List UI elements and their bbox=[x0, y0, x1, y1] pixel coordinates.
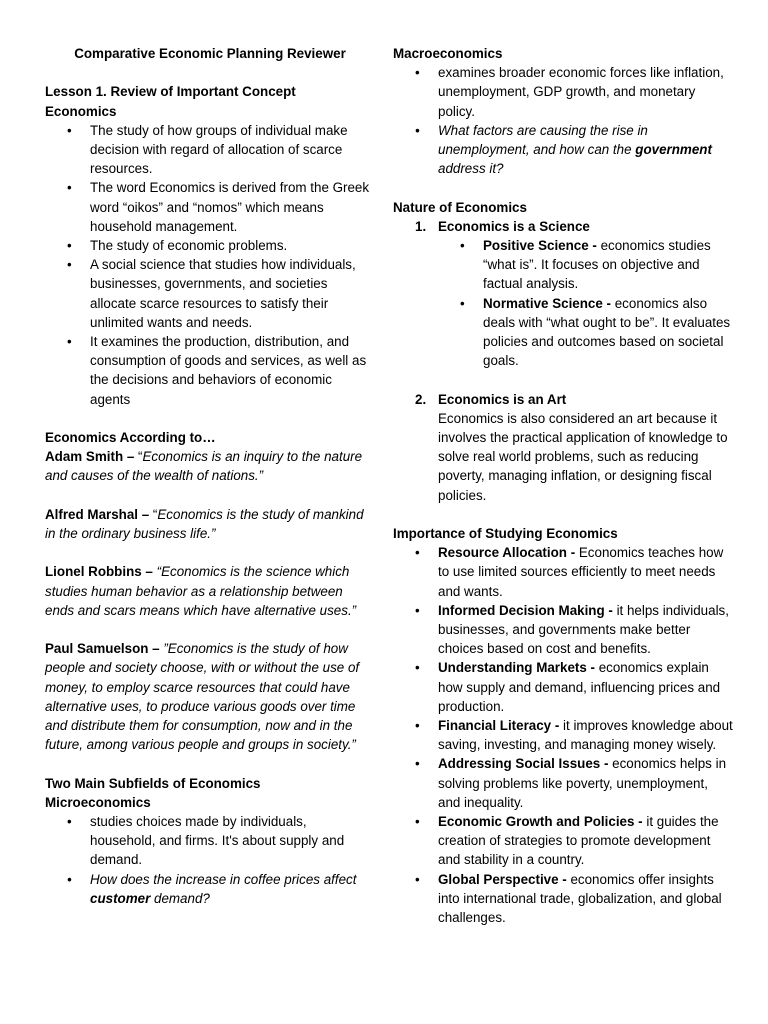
numbered-item-science bbox=[393, 217, 733, 390]
list-item: • The study of economic problems. bbox=[45, 236, 375, 255]
list-item: • studies choices made by individuals, household, and firms. It's about supply and demand. bbox=[45, 812, 375, 870]
macro-bullet-list bbox=[393, 63, 733, 178]
term: Positive Science - bbox=[483, 238, 597, 254]
list-item bbox=[438, 294, 733, 371]
list-item bbox=[393, 658, 733, 716]
term-description: it helps individuals, businesses, and governments make better choices based on cost and benefits. bbox=[438, 602, 729, 657]
subfields-heading: Two Main Subfields of Economics bbox=[45, 775, 261, 791]
list-item: • examines broader economic forces like inflation, unemployment, GDP growth, and monetary policy. bbox=[393, 63, 733, 121]
micro-heading: Microeconomics bbox=[45, 794, 151, 810]
term-description: economics also deals with “what ought to be”. It evaluates policies and outcomes based on societal goals. bbox=[483, 295, 731, 369]
term: Economic Growth and Policies - bbox=[438, 814, 643, 830]
item-number: 2. bbox=[415, 391, 427, 407]
list-item: • The study of how groups of individual make decision with regard of allocation of scarce resources. bbox=[45, 121, 375, 179]
item-number: 1. bbox=[415, 218, 427, 234]
list-item bbox=[393, 601, 733, 659]
definition-quote: Economics is the study of mankind in the ordinary business life.” bbox=[45, 506, 364, 542]
spacer bbox=[393, 505, 733, 524]
term-description: economics studies “what is”. It focuses on objective and factual analysis. bbox=[483, 238, 711, 292]
term: Global Perspective - bbox=[438, 871, 567, 887]
micro-bullet-list bbox=[45, 812, 375, 908]
economics-heading: Economics bbox=[45, 103, 117, 119]
question-emphasis: customer bbox=[90, 890, 151, 906]
author-name: Lionel Robbins – bbox=[45, 564, 153, 580]
list-item bbox=[393, 812, 733, 870]
term-description: economics explain how supply and demand, influencing prices and production. bbox=[438, 660, 721, 714]
importance-heading: Importance of Studying Economics bbox=[393, 526, 618, 542]
term-description: economics offer insights into international trade, globalization, and global challenges. bbox=[438, 871, 722, 926]
term-description: it guides the creation of strategies to promote development and stability in a country. bbox=[438, 814, 719, 868]
right-column bbox=[393, 44, 733, 927]
list-item-question bbox=[45, 870, 375, 908]
term: Understanding Markets - bbox=[438, 660, 595, 676]
list-item: • It examines the production, distribution, and consumption of goods and services, as well as the decisions and behaviors of economic agents bbox=[45, 332, 375, 409]
definition-quote: “Economics is the science which studies human behavior as a relationship between ends and scars means which have alternative uses.” bbox=[45, 564, 357, 618]
definition-quote: ”Economics is the study of how people and society choose, with or without the use of money, to employ scarce resources that could have alternative uses, to produce various goods over time and distribute them for consumption, now and in the future, among various people and groups in society.” bbox=[45, 641, 360, 753]
according-heading: Economics According to… bbox=[45, 430, 216, 446]
question-text: What factors are causing the rise in unemployment, and how can the bbox=[438, 122, 648, 158]
list-item bbox=[393, 754, 733, 812]
term-description: it improves knowledge about saving, investing, and managing money wisely. bbox=[438, 718, 733, 753]
importance-bullet-list bbox=[393, 543, 733, 927]
spacer bbox=[45, 486, 375, 505]
spacer bbox=[45, 754, 375, 773]
left-column bbox=[45, 44, 375, 908]
art-heading: Economics is an Art bbox=[438, 391, 567, 407]
nature-numbered-list bbox=[393, 217, 733, 505]
term: Informed Decision Making - bbox=[438, 602, 613, 618]
list-item: • The word Economics is derived from the Greek word “oikos” and “nomos” which means household management. bbox=[45, 178, 375, 236]
list-item: • A social science that studies how individuals, businesses, governments, and societies allocate scarce resources to satisfy their unlimited wants and needs. bbox=[45, 255, 375, 332]
term: Addressing Social Issues - bbox=[438, 756, 609, 772]
definition-quote: Economics is an inquiry to the nature and causes of the wealth of nations.” bbox=[45, 449, 363, 484]
science-bullet-list bbox=[438, 236, 733, 370]
spacer bbox=[45, 63, 375, 82]
question-text: How does the increase in coffee prices affect bbox=[90, 871, 357, 887]
definition-adam-smith bbox=[45, 447, 375, 485]
spacer bbox=[45, 543, 375, 562]
question-emphasis: government bbox=[635, 142, 712, 158]
question-text: demand? bbox=[150, 890, 210, 906]
author-name: Alfred Marshal – bbox=[45, 506, 150, 522]
nature-heading: Nature of Economics bbox=[393, 199, 527, 215]
term-description: Economics teaches how to use limited sources efficiently to meet needs and wants. bbox=[438, 545, 724, 599]
author-name: Adam Smith – bbox=[45, 449, 135, 465]
term-description: economics helps in solving problems like poverty, unemployment, and inequality. bbox=[438, 756, 727, 810]
list-item bbox=[438, 236, 733, 294]
spacer bbox=[393, 178, 733, 197]
definition-lionel-robbins bbox=[45, 562, 375, 620]
list-item bbox=[393, 716, 733, 754]
macro-heading: Macroeconomics bbox=[393, 46, 503, 61]
quote-open: “ bbox=[134, 449, 143, 465]
term: Resource Allocation - bbox=[438, 545, 576, 561]
science-heading: Economics is a Science bbox=[438, 218, 590, 234]
economics-bullet-list bbox=[45, 121, 375, 409]
list-item-question bbox=[393, 121, 733, 179]
list-item bbox=[393, 870, 733, 928]
lesson-heading: Lesson 1. Review of Important Concept bbox=[45, 84, 296, 100]
spacer bbox=[438, 370, 733, 389]
definition-alfred-marshal bbox=[45, 505, 375, 543]
numbered-item-art bbox=[393, 390, 733, 505]
definition-paul-samuelson bbox=[45, 639, 375, 754]
quote-open: “ bbox=[149, 506, 158, 522]
term: Financial Literacy - bbox=[438, 718, 560, 734]
list-item bbox=[393, 543, 733, 601]
term: Normative Science - bbox=[483, 295, 612, 311]
author-name: Paul Samuelson – bbox=[45, 641, 160, 657]
spacer bbox=[45, 409, 375, 428]
question-text: address it? bbox=[438, 161, 504, 177]
document-title: Comparative Economic Planning Reviewer bbox=[74, 46, 346, 61]
spacer bbox=[45, 620, 375, 639]
art-paragraph: Economics is also considered an art because it involves the practical application of knowledge to solve real world problems, such as reducing poverty, managing inflation, or designing fiscal policies. bbox=[438, 410, 728, 503]
